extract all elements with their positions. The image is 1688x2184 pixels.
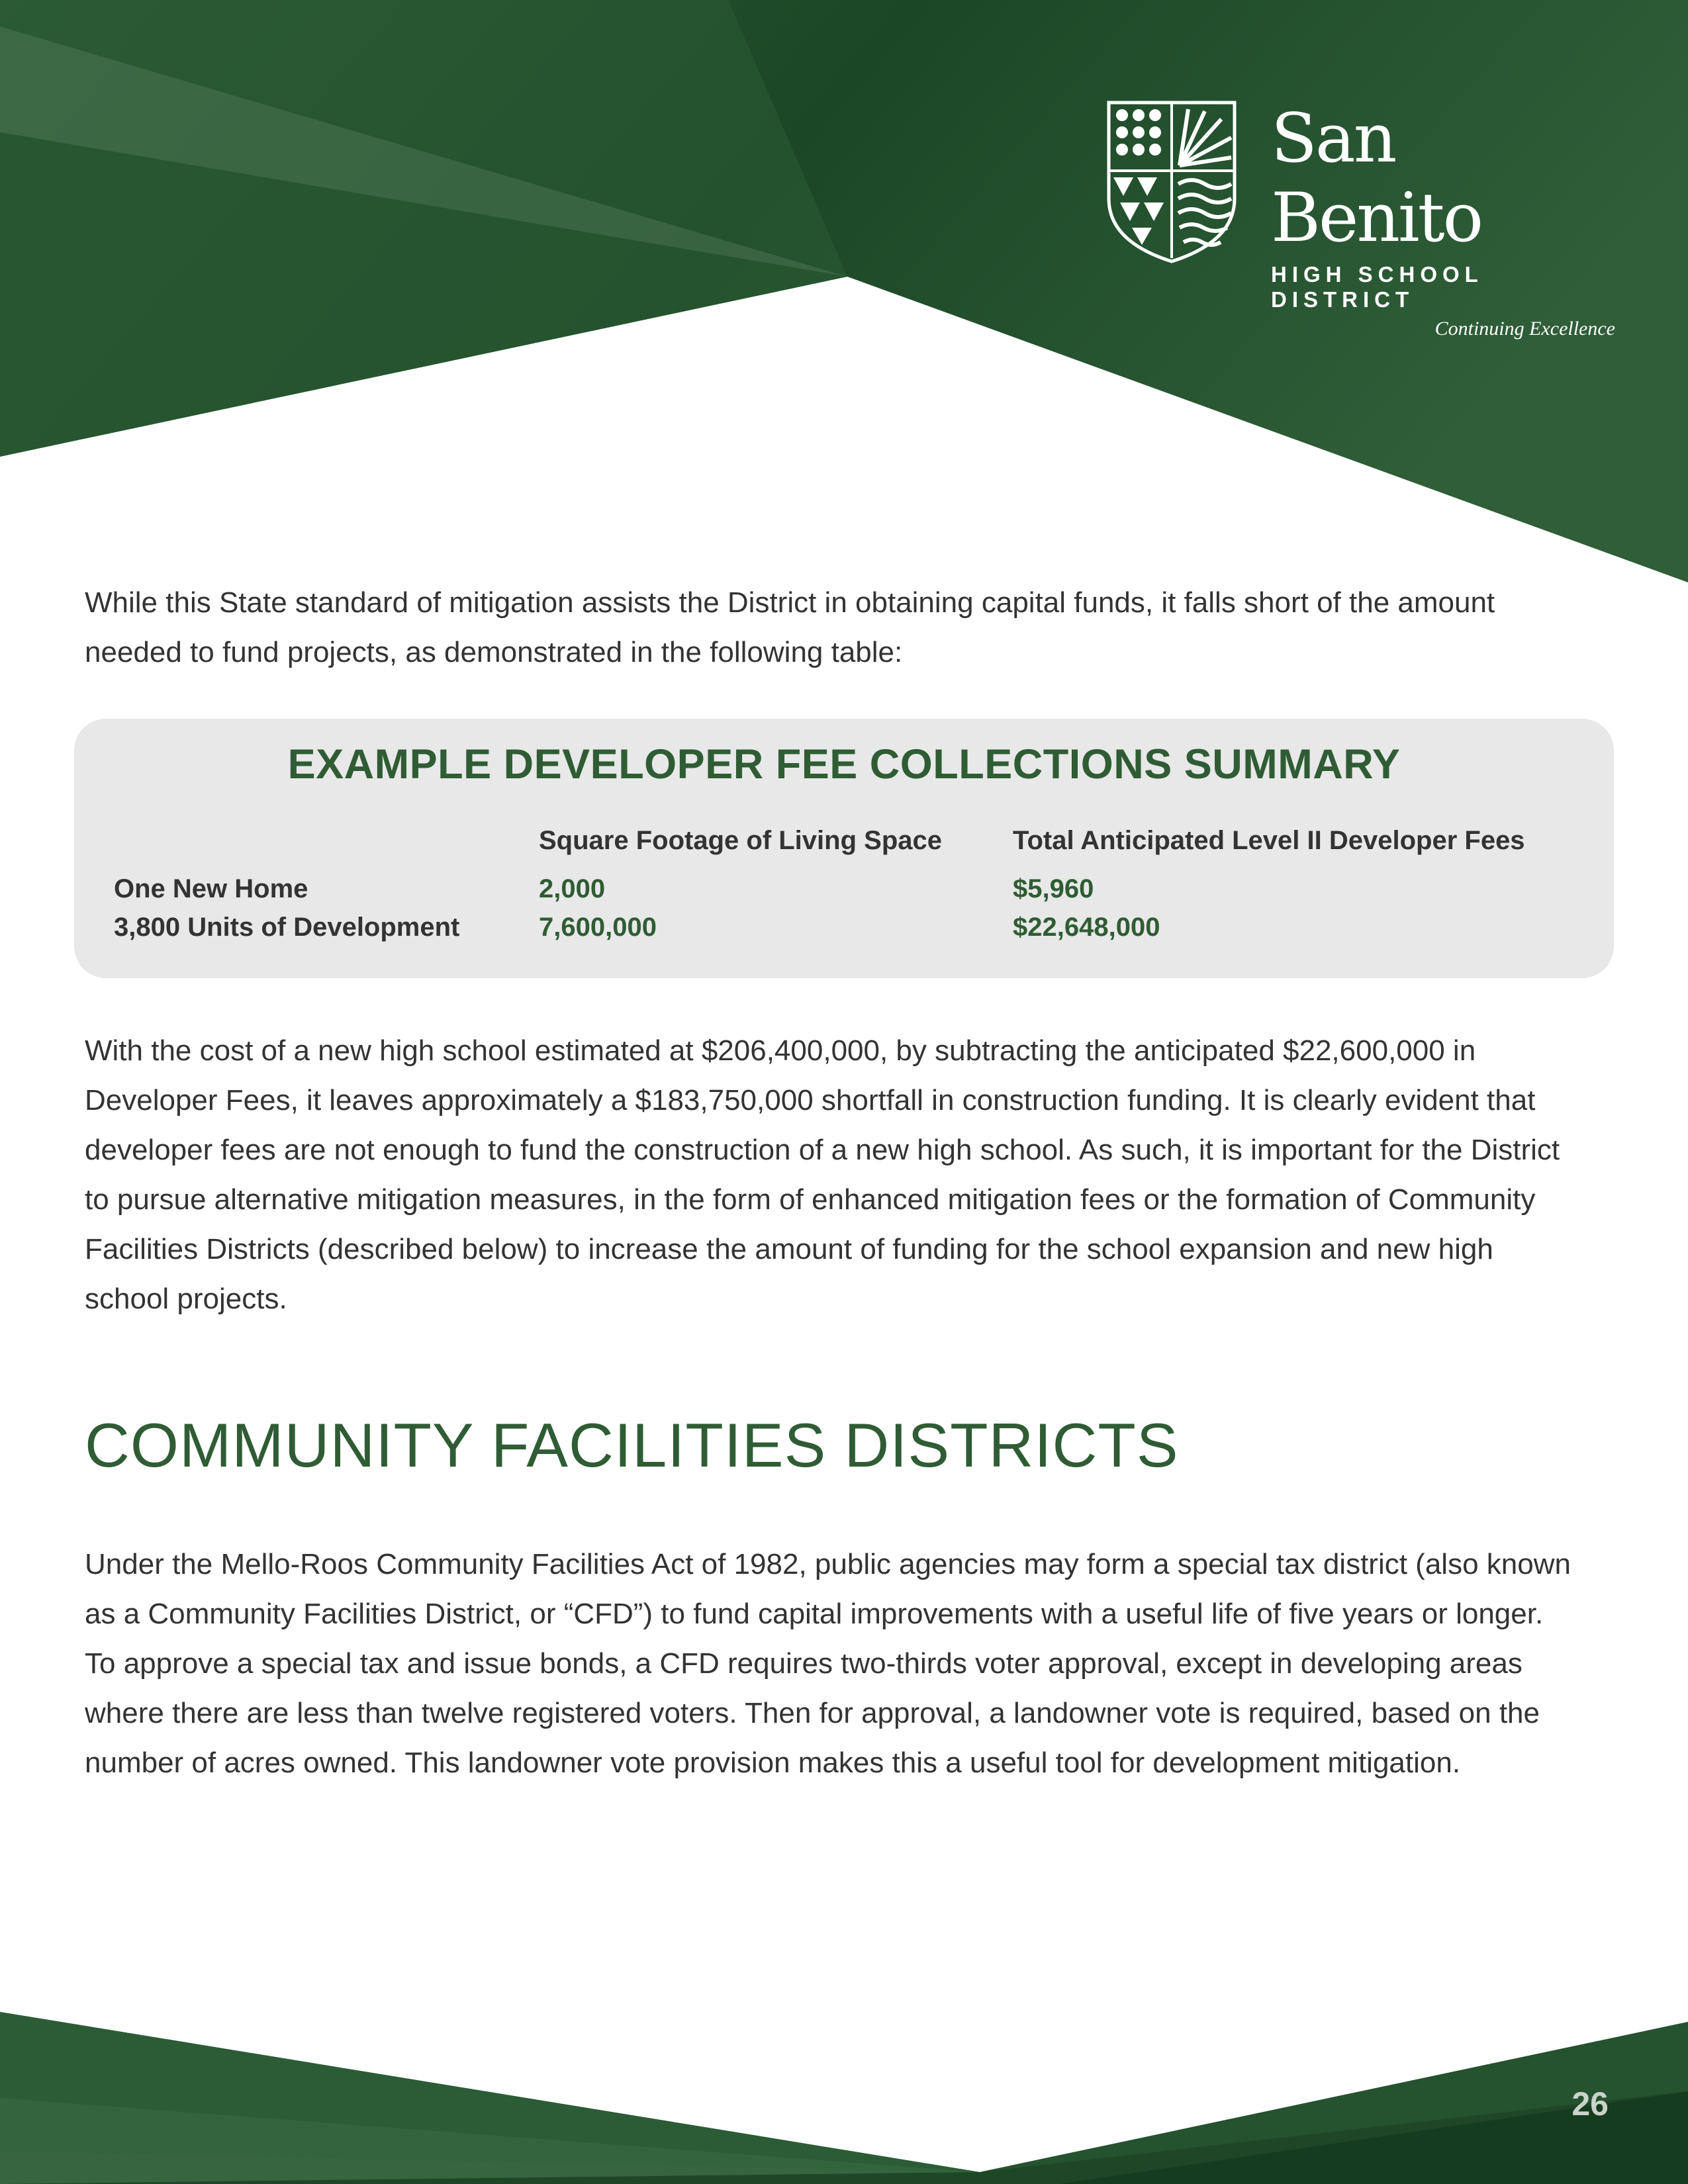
logo-name: San Benito [1271,99,1482,257]
intro-paragraph: While this State standard of mitigation assists the District in obtaining capital funds, it falls short of the amount needed to fund projects, as demonstrated in the following table: [85,586,1495,668]
row-square-footage: 2,000 [539,874,606,903]
logo-tagline: Continuing Excellence [1434,318,1615,340]
cfd-paragraph: Under the Mello-Roos Community Facilities Act of 1982, public agencies may form a special tax district (also known as a Community Facilities District, or “CFD”) to fund capital improvements with a useful life of five years or longer. To approve a special tax and issue bonds, a CFD requires two-thirds voter approval, except in developing areas where there are less than twelve registered voters. Then for approval, a landowner vote is required, based on the number of acres owned. This landowner vote provision makes this a useful tool for development mitigation. [85,1548,1571,1779]
row-fees: $22,648,000 [1013,913,1160,942]
row-label: 3,800 Units of Development [114,913,460,942]
cost-paragraph: With the cost of a new high school estimated at $206,400,000, by subtracting the anticipated $22,600,000 in Developer Fees, it leaves approximately a $183,750,000 shortfall in construction funding. It is clearly evident that developer fees are not enough to fund the construction of a new high school. As such, it is important for the District to pursue alternative mitigation measures, in the form of enhanced mitigation fees or the formation of Community Facilities Districts (described below) to increase the amount of funding for the school expansion and new high school projects. [85,1034,1560,1315]
shield-crest-icon [1105,99,1238,265]
row-fees: $5,960 [1013,874,1094,903]
page-number: 26 [1571,2085,1609,2122]
row-label: One New Home [114,874,308,903]
logo-subtitle: HIGH SCHOOL DISTRICT [1271,262,1483,312]
district-logo [1105,99,1615,340]
fee-summary-table [74,719,1614,978]
column-header-square-footage: Square Footage of Living Space [539,826,942,855]
table-title: EXAMPLE DEVELOPER FEE COLLECTIONS SUMMARY [287,741,1401,788]
section-heading: COMMUNITY FACILITIES DISTRICTS [85,1410,1179,1480]
row-square-footage: 7,600,000 [539,913,657,942]
column-header-developer-fees: Total Anticipated Level II Developer Fees [1013,826,1525,855]
footer-decorative-band [0,1999,1688,2184]
